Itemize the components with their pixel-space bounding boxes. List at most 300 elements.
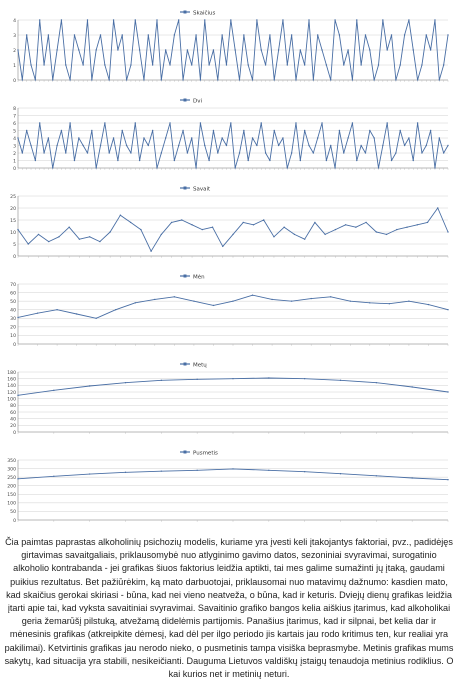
- chart-4-ytick: 120: [7, 390, 16, 396]
- chart-5-point: [125, 472, 126, 473]
- chart-1-point: [356, 160, 357, 161]
- chart-2-point: [396, 229, 397, 230]
- chart-5-ytick: 300: [7, 467, 16, 473]
- chart-0-point: [439, 79, 440, 80]
- chart-0-point: [434, 19, 435, 20]
- chart-1-point: [287, 167, 288, 168]
- chart-1-point: [135, 122, 136, 123]
- chart-1-point: [191, 137, 192, 138]
- chart-1-point: [421, 152, 422, 153]
- chart-1-point: [321, 122, 322, 123]
- chart-1-point: [274, 130, 275, 131]
- chart-4-point: [376, 382, 377, 383]
- chart-4-legend: [180, 363, 207, 369]
- chart-0-point: [256, 19, 257, 20]
- chart-2-point: [48, 241, 49, 242]
- chart-2-point: [314, 222, 315, 223]
- chart-3-legend: [180, 275, 205, 281]
- chart-1-point: [360, 145, 361, 146]
- chart-0-ytick: 3: [13, 33, 16, 39]
- chart-2-point: [181, 219, 182, 220]
- caption-text: Čia paimtas paprastas alkoholinių psichozių modelis, kuriame yra įvesti keli įtakojantys faktoriai, pvz., padidėjęs girtavimas savaitgaliais, priklausomybė nuo atlyginimo gavimo datos, sezoniniai svyravimai, surogatinio alkoholio kontrabanda - jei grafikas šiuos faktorius leidžia aptikti, tai mes galime sumažinti jų įtaką, gaudami puikius rezultatus. Bet pažiūrėkim, ką mato darbuotojai, priklausomai nuo matavimų dažnumo: kasdien mato, kad skaičius gerokai skiriasi - būna, kad nei vieno neatveža, o būna, kad ir keturis. Dviejų dienų grafikas leidžia įtarti apie tai, kad vyksta savaitiniai svyravimai. Savaitinio grafiko bangos kelia aiškius įtarimus, kad alkoholikai geria žemarūšį pilstuką, atvežamą didelėmis partijomis. Panašius įtarimus, kad ir silpnai, bet kelia dar ir mėnesinis grafikas (atkreipkite dėmesį, kad dėl per ilgo periodo jis kartais jau rodo kritimus ten, kur realiai yra pakilimai). Ketvirtinis grafikas jau nerodo nieko, o pusmetinis tampa visiška beprasmybe. Metinis grafikas mums sakytų, kad situacija yra stabili, nesikeičianti. Dauguma Lietuvos valdiškų įstaigų tenaudoja metinius rodiklius. O kai kurios net ir metinių neturi.: [4, 537, 454, 680]
- chart-0-point: [161, 79, 162, 80]
- chart-0-point: [421, 64, 422, 65]
- chart-0-point: [87, 19, 88, 20]
- chart-0-point: [30, 64, 31, 65]
- chart-5-point: [53, 476, 54, 477]
- chart-2-point: [253, 224, 254, 225]
- chart-0-point: [295, 79, 296, 80]
- chart-1-point: [334, 167, 335, 168]
- chart-3-ytick: 60: [10, 291, 16, 297]
- chart-4-ytick: 140: [7, 384, 16, 390]
- chart-0-point: [447, 34, 448, 35]
- chart-0-point: [339, 34, 340, 35]
- chart-0-point: [408, 19, 409, 20]
- chart-1-point: [352, 122, 353, 123]
- chart-1-ytick: 8: [13, 106, 16, 112]
- chart-2-point: [283, 227, 284, 228]
- chart-1-point: [304, 130, 305, 131]
- chart-0-legend-label: Skaičius: [193, 10, 216, 17]
- chart-1-point: [130, 152, 131, 153]
- chart-0-point: [221, 34, 222, 35]
- chart-1-point: [382, 145, 383, 146]
- chart-1-point: [330, 145, 331, 146]
- chart-0-point: [95, 49, 96, 50]
- chart-1-point: [95, 167, 96, 168]
- chart-2-point: [447, 231, 448, 232]
- chart-5-point: [376, 475, 377, 476]
- chart-4-ytick: 80: [10, 404, 16, 410]
- chart-0-point: [126, 79, 127, 80]
- chart-0-point: [417, 79, 418, 80]
- chart-1-point: [291, 152, 292, 153]
- chart-1-point: [26, 130, 27, 131]
- chart-1-point: [35, 160, 36, 161]
- chart-0-point: [373, 79, 374, 80]
- chart-1-point: [447, 145, 448, 146]
- chart-2-point: [191, 224, 192, 225]
- chart-3-point: [193, 300, 194, 301]
- chart-1-point: [308, 145, 309, 146]
- chart-1-legend-label: Dvi: [193, 98, 203, 105]
- chart-0-point: [43, 64, 44, 65]
- chart-0-point: [252, 79, 253, 80]
- chart-0-point: [182, 79, 183, 80]
- chart-1-point: [400, 130, 401, 131]
- chart-3-point: [232, 300, 233, 301]
- chart-1-point: [22, 152, 23, 153]
- chart-1-point: [395, 152, 396, 153]
- chart-2-ytick: 5: [13, 242, 16, 248]
- chart-1-point: [122, 130, 123, 131]
- chart-0-point: [156, 19, 157, 20]
- chart-2-point: [28, 243, 29, 244]
- chart-0-point: [291, 34, 292, 35]
- chart-3: [4, 268, 454, 354]
- chart-2-point: [109, 231, 110, 232]
- chart-2-point: [232, 234, 233, 235]
- chart-1-point: [204, 145, 205, 146]
- chart-0-point: [39, 19, 40, 20]
- chart-0-point: [386, 49, 387, 50]
- chart-0-point: [191, 64, 192, 65]
- chart-2-point: [345, 224, 346, 225]
- chart-0-point: [404, 34, 405, 35]
- chart-1-ytick: 4: [13, 136, 16, 142]
- chart-1-point: [234, 167, 235, 168]
- chart-1-point: [248, 160, 249, 161]
- chart-2-point: [355, 227, 356, 228]
- chart-1-point: [161, 152, 162, 153]
- chart-4-point: [196, 379, 197, 380]
- chart-2-ytick: 10: [10, 230, 16, 236]
- chart-0-ytick: 4: [13, 18, 16, 24]
- chart-1-point: [443, 152, 444, 153]
- chart-3-ytick: 20: [10, 325, 16, 331]
- chart-1-point: [195, 167, 196, 168]
- chart-0-point: [378, 64, 379, 65]
- chart-2-point: [79, 239, 80, 240]
- chart-1-point: [265, 152, 266, 153]
- chart-4-ytick: 0: [13, 430, 16, 436]
- chart-0-point: [17, 49, 18, 50]
- chart-3-ytick: 0: [13, 342, 16, 348]
- chart-0-point: [430, 49, 431, 50]
- chart-1-point: [39, 122, 40, 123]
- chart-5-point: [340, 473, 341, 474]
- chart-0-point: [343, 64, 344, 65]
- chart-3-point: [330, 296, 331, 297]
- chart-2-point: [17, 229, 18, 230]
- chart-2-point: [335, 229, 336, 230]
- chart-1-point: [239, 152, 240, 153]
- chart-1-point: [17, 137, 18, 138]
- chart-1-point: [282, 137, 283, 138]
- chart-4-ytick: 160: [7, 377, 16, 383]
- chart-0-point: [152, 64, 153, 65]
- chart-0-point: [139, 49, 140, 50]
- chart-1-point: [365, 152, 366, 153]
- chart-0-point: [217, 79, 218, 80]
- chart-1-point: [343, 152, 344, 153]
- chart-1-point: [69, 122, 70, 123]
- chart-0-point: [304, 64, 305, 65]
- chart-1-point: [417, 122, 418, 123]
- chart-0-point: [35, 79, 36, 80]
- chart-5-ytick: 350: [7, 458, 16, 464]
- chart-1-point: [182, 130, 183, 131]
- chart-4-ytick: 20: [10, 424, 16, 430]
- chart-2-point: [386, 234, 387, 235]
- chart-0-point: [443, 64, 444, 65]
- chart-0-point: [26, 34, 27, 35]
- chart-0-point: [352, 79, 353, 80]
- chart-0-point: [400, 64, 401, 65]
- chart-0-point: [321, 49, 322, 50]
- chart-2-legend: [180, 187, 211, 193]
- chart-1-point: [61, 130, 62, 131]
- chart-4-point: [304, 378, 305, 379]
- chart-1-point: [226, 145, 227, 146]
- chart-0-point: [208, 64, 209, 65]
- chart-2-point: [437, 207, 438, 208]
- chart-0-point: [117, 49, 118, 50]
- chart-2-ytick: 25: [10, 194, 16, 200]
- chart-0-point: [104, 64, 105, 65]
- chart-3-point: [37, 312, 38, 313]
- chart-0-point: [178, 19, 179, 20]
- chart-2-point: [273, 236, 274, 237]
- chart-0-point: [308, 19, 309, 20]
- chart-1-point: [413, 160, 414, 161]
- chart-2-point: [68, 227, 69, 228]
- chart-4-ytick: 100: [7, 397, 16, 403]
- chart-1-point: [243, 130, 244, 131]
- chart-1-point: [378, 167, 379, 168]
- chart-0-point: [391, 34, 392, 35]
- charts-container: [4, 4, 454, 534]
- chart-0-point: [365, 34, 366, 35]
- chart-2-point: [212, 227, 213, 228]
- chart-1-point: [256, 145, 257, 146]
- chart-3-point: [174, 296, 175, 297]
- chart-0-point: [334, 19, 335, 20]
- chart-3-ytick: 30: [10, 317, 16, 323]
- chart-0-point: [278, 49, 279, 50]
- chart-5-point: [232, 468, 233, 469]
- chart-2-point: [150, 251, 151, 252]
- chart-3-point: [115, 309, 116, 310]
- chart-1-point: [48, 137, 49, 138]
- chart-0-point: [109, 79, 110, 80]
- chart-3-point: [310, 298, 311, 299]
- chart-1-point: [65, 152, 66, 153]
- chart-0-point: [56, 49, 57, 50]
- chart-0-point: [91, 79, 92, 80]
- chart-1-point: [404, 145, 405, 146]
- chart-1: [4, 92, 454, 178]
- chart-4-point: [340, 380, 341, 381]
- chart-4-point: [161, 380, 162, 381]
- chart-1-point: [213, 130, 214, 131]
- chart-3-point: [447, 309, 448, 310]
- chart-2-point: [243, 222, 244, 223]
- chart-1-point: [261, 122, 262, 123]
- chart-1-point: [391, 160, 392, 161]
- chart-2-series-line: [18, 208, 448, 251]
- chart-0-point: [148, 34, 149, 35]
- chart-0-point: [226, 64, 227, 65]
- chart-4-legend-marker: [184, 363, 187, 366]
- chart-3-point: [135, 302, 136, 303]
- chart-4-point: [53, 390, 54, 391]
- chart-1-point: [221, 137, 222, 138]
- chart-2-legend-marker: [184, 187, 187, 190]
- chart-0-point: [143, 79, 144, 80]
- chart-0-point: [187, 49, 188, 50]
- chart-0: [4, 4, 454, 90]
- chart-1-point: [200, 122, 201, 123]
- chart-1-ytick: 2: [13, 151, 16, 157]
- chart-5: [4, 444, 454, 530]
- chart-3-point: [76, 313, 77, 314]
- chart-1-point: [252, 137, 253, 138]
- chart-2-point: [130, 222, 131, 223]
- chart-3-point: [213, 305, 214, 306]
- chart-3-point: [271, 299, 272, 300]
- chart-1-point: [169, 122, 170, 123]
- chart-5-point: [161, 470, 162, 471]
- chart-3-point: [350, 300, 351, 301]
- chart-1-point: [30, 145, 31, 146]
- chart-5-point: [268, 470, 269, 471]
- chart-2-point: [140, 229, 141, 230]
- chart-4-ytick: 40: [10, 417, 16, 423]
- chart-0-point: [330, 79, 331, 80]
- chart-0-point: [369, 49, 370, 50]
- chart-0-legend-marker: [184, 11, 187, 14]
- chart-0-point: [326, 64, 327, 65]
- chart-1-point: [82, 145, 83, 146]
- chart-0-point: [269, 34, 270, 35]
- chart-0-point: [395, 79, 396, 80]
- chart-5-point: [17, 478, 18, 479]
- chart-5-point: [411, 477, 412, 478]
- chart-3-point: [95, 318, 96, 319]
- chart-0-ytick: 0: [13, 78, 16, 84]
- chart-0-ytick: 2: [13, 48, 16, 54]
- chart-1-point: [208, 160, 209, 161]
- chart-1-ytick: 1: [13, 159, 16, 165]
- chart-2-point: [294, 234, 295, 235]
- chart-5-point: [304, 471, 305, 472]
- chart-1-point: [326, 160, 327, 161]
- chart-1-point: [178, 145, 179, 146]
- chart-1-point: [52, 167, 53, 168]
- chart-4-point: [89, 385, 90, 386]
- chart-1-point: [174, 160, 175, 161]
- chart-2-legend-label: Savait: [193, 186, 211, 193]
- chart-1-point: [117, 160, 118, 161]
- chart-5-ytick: 200: [7, 484, 16, 490]
- chart-3-point: [17, 317, 18, 318]
- chart-3-point: [56, 309, 57, 310]
- chart-0-point: [200, 79, 201, 80]
- chart-1-point: [87, 152, 88, 153]
- chart-1-point: [148, 145, 149, 146]
- chart-3-point: [408, 300, 409, 301]
- chart-2-ytick: 0: [13, 254, 16, 260]
- chart-0-point: [135, 19, 136, 20]
- chart-2-point: [263, 219, 264, 220]
- chart-3-point: [369, 302, 370, 303]
- chart-3-point: [428, 304, 429, 305]
- chart-2-point: [202, 229, 203, 230]
- chart-3-point: [154, 299, 155, 300]
- chart-0-point: [82, 64, 83, 65]
- chart-3-point: [291, 300, 292, 301]
- chart-5-ytick: 50: [10, 510, 16, 516]
- chart-0-point: [317, 34, 318, 35]
- chart-5-legend-marker: [184, 451, 187, 454]
- chart-5-legend: [180, 451, 218, 457]
- chart-1-point: [109, 152, 110, 153]
- chart-0-point: [169, 64, 170, 65]
- chart-0-point: [243, 34, 244, 35]
- chart-1-point: [408, 137, 409, 138]
- chart-0-point: [234, 49, 235, 50]
- chart-1-point: [74, 160, 75, 161]
- chart-1-point: [78, 137, 79, 138]
- chart-2-point: [406, 227, 407, 228]
- chart-0-point: [360, 64, 361, 65]
- chart-5-point: [89, 473, 90, 474]
- chart-4-point: [411, 386, 412, 387]
- chart-1-point: [300, 160, 301, 161]
- chart-0-point: [356, 19, 357, 20]
- chart-3-point: [252, 294, 253, 295]
- chart-1-point: [230, 122, 231, 123]
- chart-1-point: [126, 145, 127, 146]
- chart-5-series-line: [18, 469, 448, 480]
- chart-0-point: [347, 49, 348, 50]
- chart-5-ytick: 100: [7, 501, 16, 507]
- chart-0-point: [65, 64, 66, 65]
- chart-1-point: [91, 130, 92, 131]
- chart-0-point: [239, 79, 240, 80]
- chart-0-point: [78, 49, 79, 50]
- chart-1-point: [152, 130, 153, 131]
- chart-0-point: [174, 34, 175, 35]
- chart-5-legend-label: Pusmetis: [193, 450, 218, 457]
- chart-2-ytick: 20: [10, 206, 16, 212]
- chart-1-point: [369, 130, 370, 131]
- chart-2-point: [365, 222, 366, 223]
- chart-0-point: [213, 49, 214, 50]
- chart-2: [4, 180, 454, 266]
- chart-4-legend-label: Metų: [193, 362, 207, 369]
- chart-1-point: [156, 167, 157, 168]
- chart-1-point: [269, 160, 270, 161]
- chart-0-point: [313, 79, 314, 80]
- chart-1-point: [187, 152, 188, 153]
- chart-3-series-line: [18, 295, 448, 318]
- chart-1-point: [313, 152, 314, 153]
- chart-1-point: [317, 137, 318, 138]
- chart-5-ytick: 0: [13, 518, 16, 524]
- chart-3-ytick: 70: [10, 282, 16, 288]
- chart-3-ytick: 50: [10, 299, 16, 305]
- chart-0-point: [130, 64, 131, 65]
- chart-1-point: [373, 137, 374, 138]
- chart-2-ytick: 15: [10, 218, 16, 224]
- chart-1-point: [104, 122, 105, 123]
- chart-0-point: [413, 49, 414, 50]
- chart-1-ytick: 7: [13, 114, 16, 120]
- chart-4-series-line: [18, 378, 448, 395]
- chart-0-point: [265, 64, 266, 65]
- chart-2-point: [38, 234, 39, 235]
- chart-2-point: [427, 222, 428, 223]
- chart-3-legend-label: Mėn: [193, 274, 205, 281]
- chart-2-point: [171, 222, 172, 223]
- chart-2-point: [417, 224, 418, 225]
- chart-0-point: [22, 79, 23, 80]
- chart-2-point: [99, 241, 100, 242]
- chart-1-ytick: 0: [13, 166, 16, 172]
